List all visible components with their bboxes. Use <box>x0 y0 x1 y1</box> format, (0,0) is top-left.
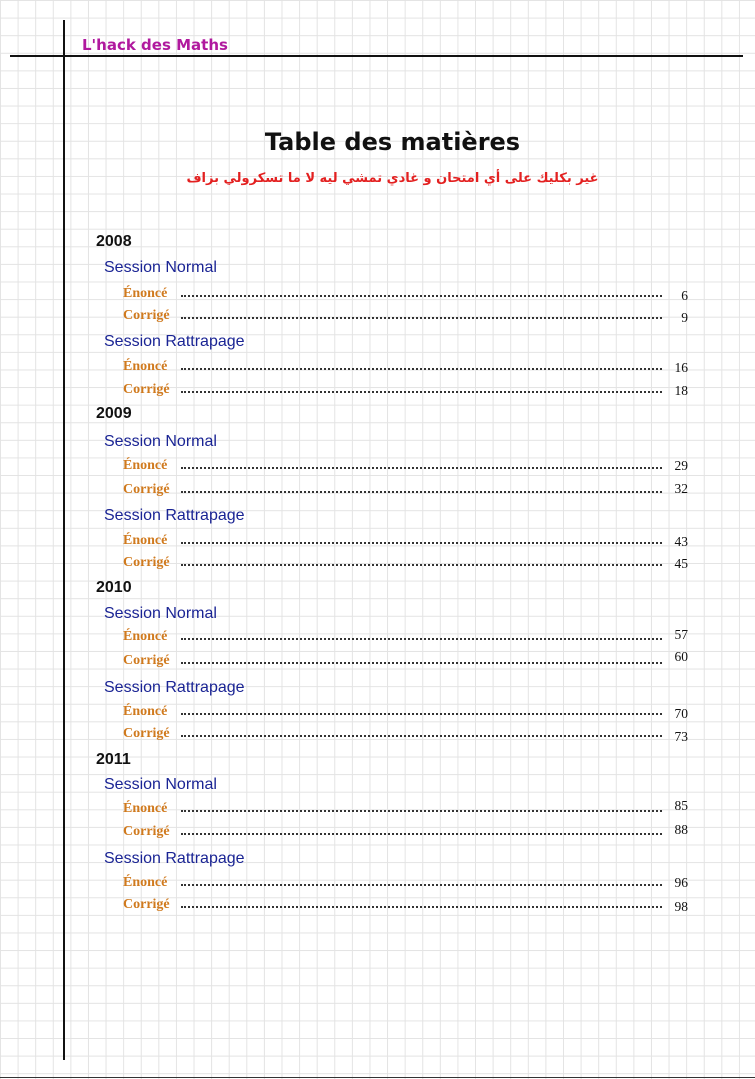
brand-title: L'hack des Maths <box>82 36 228 54</box>
page-number: 45 <box>674 556 688 571</box>
session-heading[interactable]: Session Rattrapage <box>104 507 245 524</box>
session-heading[interactable]: Session Rattrapage <box>104 679 245 696</box>
leader-dots <box>181 735 662 737</box>
toc-entry[interactable] <box>123 726 688 744</box>
page-number: 57 <box>674 627 688 642</box>
leader-dots <box>181 564 662 566</box>
toc-entry[interactable] <box>123 482 688 500</box>
toc-entry[interactable] <box>123 286 688 304</box>
session-heading[interactable]: Session Normal <box>104 776 217 793</box>
toc-entry[interactable] <box>123 897 688 915</box>
page-number: 29 <box>674 458 688 473</box>
page-number: 16 <box>674 360 688 375</box>
leader-dots <box>181 542 662 544</box>
session-heading[interactable]: Session Rattrapage <box>104 850 245 867</box>
toc-entry[interactable] <box>123 875 688 893</box>
leader-dots <box>181 638 662 640</box>
toc-entry[interactable] <box>123 629 688 647</box>
entry-label: Corrigé <box>123 726 170 741</box>
entry-label: Corrigé <box>123 482 170 497</box>
year-heading-2008[interactable]: 2008 <box>96 233 132 250</box>
year-heading-2009[interactable]: 2009 <box>96 405 132 422</box>
page-number: 6 <box>681 288 688 303</box>
page-title: Table des matières <box>264 128 521 156</box>
toc-entry[interactable] <box>123 308 688 326</box>
leader-dots <box>181 368 662 370</box>
entry-label: Énoncé <box>123 801 168 816</box>
entry-label: Corrigé <box>123 897 170 912</box>
leader-dots <box>181 467 662 469</box>
page-number: 96 <box>674 875 688 890</box>
page-number: 70 <box>674 706 688 721</box>
toc-entry[interactable] <box>123 533 688 551</box>
toc-entry[interactable] <box>123 824 688 842</box>
session-heading[interactable]: Session Normal <box>104 433 217 450</box>
entry-label: Corrigé <box>123 824 170 839</box>
entry-label: Énoncé <box>123 629 168 644</box>
page-number: 32 <box>674 481 688 496</box>
toc-entry[interactable] <box>123 798 688 819</box>
leader-dots <box>181 317 662 319</box>
toc-entry[interactable] <box>123 704 688 722</box>
year-heading-2010[interactable]: 2010 <box>96 579 132 596</box>
year-heading-2011[interactable]: 2011 <box>96 751 131 768</box>
entry-label: Corrigé <box>123 382 170 397</box>
toc-entry[interactable] <box>123 458 688 476</box>
entry-label: Corrigé <box>123 308 170 323</box>
entry-label: Corrigé <box>123 653 170 668</box>
entry-label: Corrigé <box>123 555 170 570</box>
leader-dots <box>181 833 662 835</box>
page-number: 88 <box>674 822 688 837</box>
leader-dots <box>181 884 662 886</box>
leader-dots <box>181 662 662 664</box>
leader-dots <box>181 906 662 908</box>
leader-dots <box>181 810 662 812</box>
page-number: 43 <box>674 534 688 549</box>
page-number: 85 <box>674 798 688 813</box>
page-number: 98 <box>674 899 688 914</box>
page-number: 60 <box>674 649 688 664</box>
page-number: 9 <box>681 310 688 325</box>
session-heading[interactable]: Session Normal <box>104 259 217 276</box>
leader-dots <box>181 713 662 715</box>
leader-dots <box>181 491 662 493</box>
toc-entry[interactable] <box>123 555 688 573</box>
toc-entry[interactable] <box>123 382 688 400</box>
page-number: 73 <box>674 729 688 744</box>
entry-label: Énoncé <box>123 875 168 890</box>
leader-dots <box>181 295 662 297</box>
entry-label: Énoncé <box>123 359 168 374</box>
entry-label: Énoncé <box>123 458 168 473</box>
page-number: 18 <box>674 383 688 398</box>
page-subtitle: غير بكليك على أي امتحان و غادي تمشي ليه لا ما تسكرولي بزاف <box>186 171 599 186</box>
session-heading[interactable]: Session Normal <box>104 605 217 622</box>
leader-dots <box>181 391 662 393</box>
entry-label: Énoncé <box>123 704 168 719</box>
session-heading[interactable]: Session Rattrapage <box>104 333 245 350</box>
toc-entry[interactable] <box>123 359 688 377</box>
entry-label: Énoncé <box>123 533 168 548</box>
entry-label: Énoncé <box>123 286 168 301</box>
toc-entry[interactable] <box>123 649 688 671</box>
